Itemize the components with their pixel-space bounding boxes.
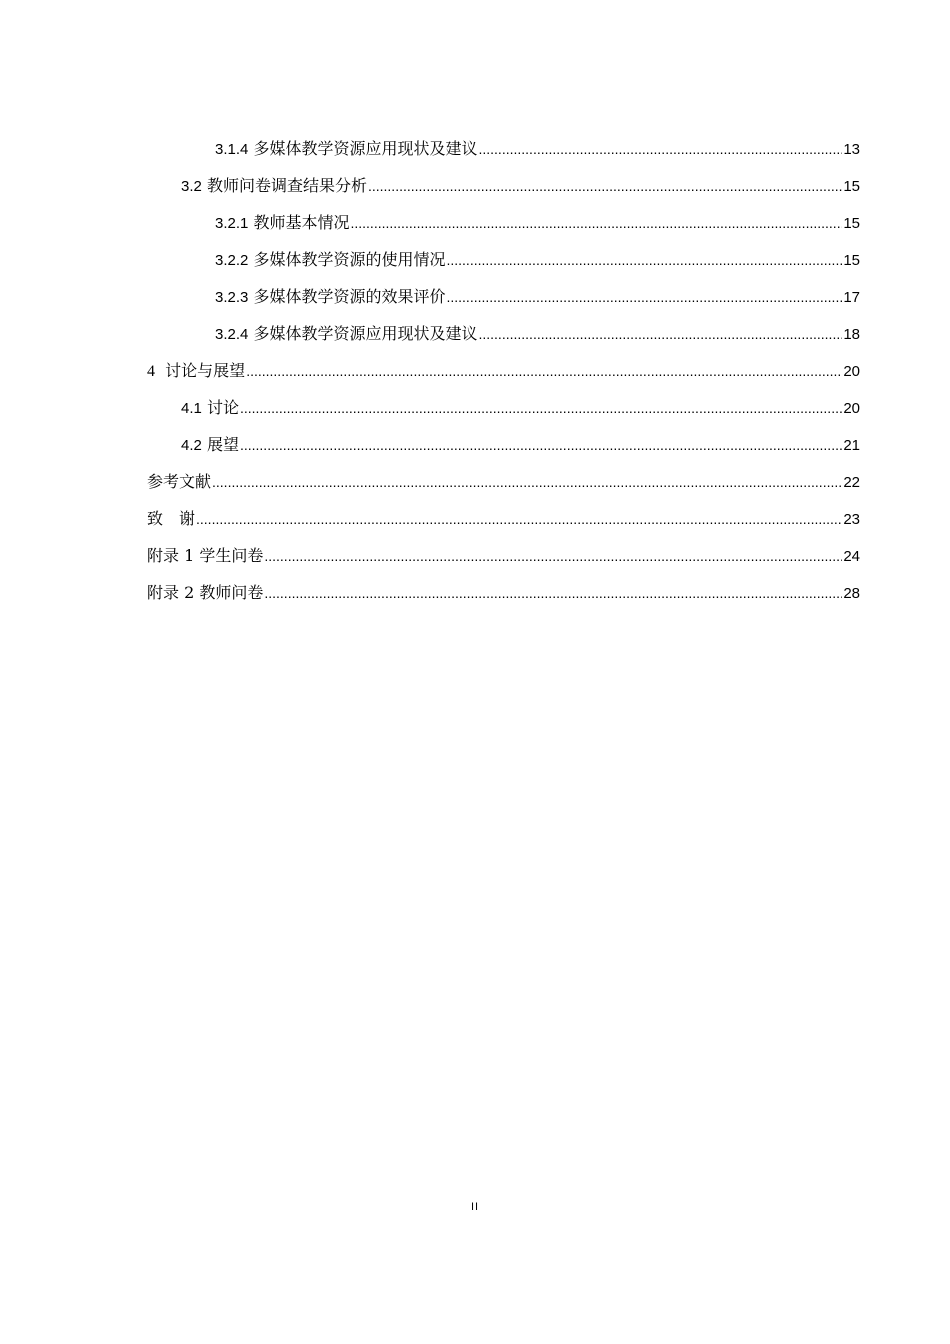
- toc-entry-text: 参考文献: [147, 472, 212, 491]
- toc-entry-number: 3.2.2: [215, 252, 249, 269]
- toc-dot-leader: [478, 316, 842, 353]
- toc-entry-page: 20: [843, 363, 860, 380]
- toc-dot-leader: [264, 538, 842, 575]
- toc-entry[interactable]: [147, 426, 860, 463]
- toc-entry-title: [215, 204, 349, 242]
- toc-entry-page: 23: [843, 511, 860, 528]
- toc-entry-text: 多媒体教学资源应用现状及建议: [253, 324, 478, 343]
- toc-entry-title: [215, 241, 445, 279]
- toc-entry-number: 3.1.4: [215, 141, 249, 158]
- toc-entry-page: 22: [843, 474, 860, 491]
- toc-entry-title: [181, 389, 239, 427]
- toc-dot-leader: [240, 427, 842, 464]
- toc-entry-number: 4: [147, 363, 155, 380]
- toc-entry[interactable]: [147, 352, 860, 389]
- toc-dot-leader: [446, 242, 842, 279]
- toc-dot-leader: [240, 390, 842, 427]
- toc-entry-text: 教师问卷调查结果分析: [206, 176, 367, 195]
- toc-entry-title: [181, 426, 239, 464]
- toc-entry-page: 15: [843, 178, 860, 195]
- toc-entry-title: [147, 352, 245, 390]
- toc-entry-text: 讨论: [206, 398, 239, 417]
- toc-dot-leader: [264, 575, 842, 612]
- toc-entry-number: 3.2.4: [215, 326, 249, 343]
- toc-entry[interactable]: [147, 574, 860, 611]
- toc-entry-text: 展望: [206, 435, 239, 454]
- toc-entry-number: 3.2.1: [215, 215, 249, 232]
- toc-entry[interactable]: [147, 389, 860, 426]
- toc-entry[interactable]: [147, 167, 860, 204]
- toc-entry-title: [181, 167, 367, 205]
- toc-entry-text: 多媒体教学资源应用现状及建议: [253, 139, 478, 158]
- toc-dot-leader: [246, 353, 842, 390]
- toc-entry[interactable]: [147, 278, 860, 315]
- toc-dot-leader: [196, 501, 842, 538]
- toc-entry-page: 28: [843, 585, 860, 602]
- toc-entry-title: [215, 130, 477, 168]
- toc-entry-text: 附录 1 学生问卷: [147, 546, 264, 565]
- toc-entry[interactable]: [147, 500, 860, 537]
- toc-entry[interactable]: [147, 537, 860, 574]
- toc-entry-text: 多媒体教学资源的效果评价: [253, 287, 446, 306]
- toc-entry-number: 3.2: [181, 178, 202, 195]
- toc-entry-text: 教师基本情况: [253, 213, 350, 232]
- table-of-contents: [147, 130, 860, 611]
- toc-dot-leader: [446, 279, 842, 316]
- toc-entry-page: 18: [843, 326, 860, 343]
- toc-entry-text: 多媒体教学资源的使用情况: [253, 250, 446, 269]
- page-number: II: [470, 1201, 480, 1213]
- toc-entry[interactable]: [147, 130, 860, 167]
- toc-entry-page: 17: [843, 289, 860, 306]
- toc-entry-page: 21: [843, 437, 860, 454]
- toc-entry-page: 15: [843, 215, 860, 232]
- toc-entry-number: 4.1: [181, 400, 202, 417]
- toc-entry-text: 讨论与展望: [165, 361, 246, 380]
- toc-entry-text: 致 谢: [147, 509, 196, 528]
- toc-entry[interactable]: [147, 315, 860, 352]
- toc-dot-leader: [368, 168, 842, 205]
- toc-entry-page: 13: [843, 141, 860, 158]
- toc-entry-page: 20: [843, 400, 860, 417]
- toc-dot-leader: [350, 205, 842, 242]
- toc-entry-number: 3.2.3: [215, 289, 249, 306]
- toc-entry[interactable]: [147, 204, 860, 241]
- toc-entry-number: 4.2: [181, 437, 202, 454]
- toc-dot-leader: [478, 131, 842, 168]
- toc-entry[interactable]: [147, 463, 860, 500]
- toc-entry-text: 附录 2 教师问卷: [147, 583, 264, 602]
- toc-entry-title: [215, 278, 445, 316]
- toc-entry-page: 24: [843, 548, 860, 565]
- toc-entry-title: [215, 315, 477, 353]
- toc-entry-page: 15: [843, 252, 860, 269]
- toc-entry[interactable]: [147, 241, 860, 278]
- toc-dot-leader: [212, 464, 842, 501]
